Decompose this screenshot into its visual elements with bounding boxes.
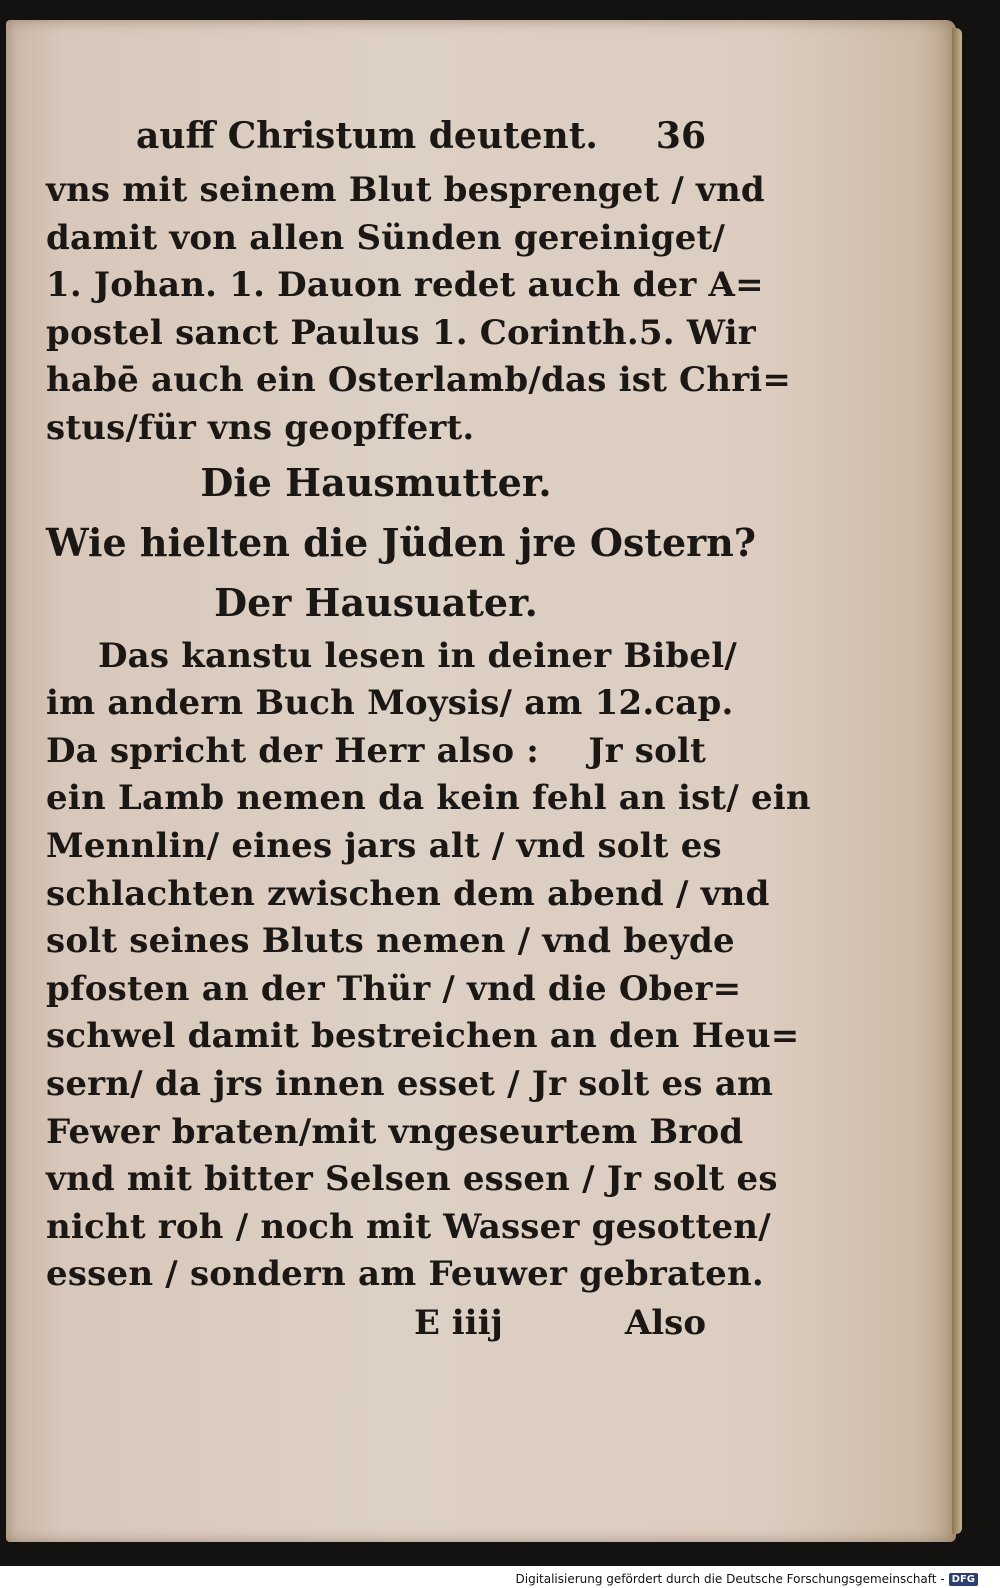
text-line: Mennlin/ eines jars alt / vnd solt es — [46, 825, 722, 866]
catchword: Also — [624, 1302, 706, 1343]
page-text — [46, 105, 811, 1349]
answer-first-line: Das kanstu lesen in deiner Bibel/ — [98, 635, 737, 676]
text-line: vns mit seinem Blut besprenget / vnd — [46, 170, 765, 210]
page-header — [46, 105, 706, 167]
page-edge — [952, 28, 962, 1534]
dfg-logo: DFG — [949, 1573, 978, 1586]
text-line: postel sanct Paulus 1. Corinth.5. Wir — [46, 312, 756, 353]
split-line-right: Jr solt — [588, 730, 706, 771]
text-line: nicht roh / noch mit Wasser gesotten/ — [46, 1206, 771, 1247]
credit-text: Digitalisierung gefördert durch die Deutsche Forschungsgemeinschaft - — [515, 1572, 945, 1586]
page-number: 36 — [655, 115, 706, 157]
running-head: auff Christum deutent. — [136, 115, 598, 157]
text-line: pfosten an der Thür / vnd die Ober= — [46, 968, 742, 1009]
question-line: Wie hielten die Jüden jre Ostern? — [46, 519, 757, 565]
text-line: sern/ da jrs innen esset / Jr solt es am — [46, 1063, 774, 1104]
digitization-credit — [516, 1572, 979, 1586]
speaker-heading-father: Der Hausuater. — [214, 579, 538, 625]
book-page — [6, 20, 956, 1542]
text-line: im andern Buch Moysis/ am 12.cap. — [46, 683, 734, 724]
text-line: ein Lamb nemen da kein fehl an ist/ ein — [46, 778, 811, 819]
text-line: solt seines Bluts nemen / vnd beyde — [46, 921, 735, 962]
page-footer — [46, 1299, 706, 1349]
split-line — [46, 728, 706, 776]
text-line: habē auch ein Osterlamb/das ist Chri= — [46, 360, 792, 401]
text-line: schlachten zwischen dem abend / vnd — [46, 873, 770, 914]
text-line: schwel damit bestreichen an den Heu= — [46, 1016, 800, 1057]
text-line: vnd mit bitter Selsen essen / Jr solt es — [46, 1159, 778, 1200]
signature-mark: E iiij — [414, 1302, 503, 1343]
text-line: 1. Johan. 1. Dauon redet auch der A= — [46, 265, 764, 306]
speaker-heading-mother: Die Hausmutter. — [200, 459, 552, 505]
split-line-left: Da spricht der Herr also : — [46, 730, 539, 771]
text-line: Fewer braten/mit vngeseurtem Brod — [46, 1111, 744, 1152]
text-line: stus/für vns geopffert. — [46, 407, 475, 448]
text-line: essen / sondern am Feuwer gebraten. — [46, 1254, 764, 1295]
text-line: damit von allen Sünden gereiniget/ — [46, 217, 726, 258]
